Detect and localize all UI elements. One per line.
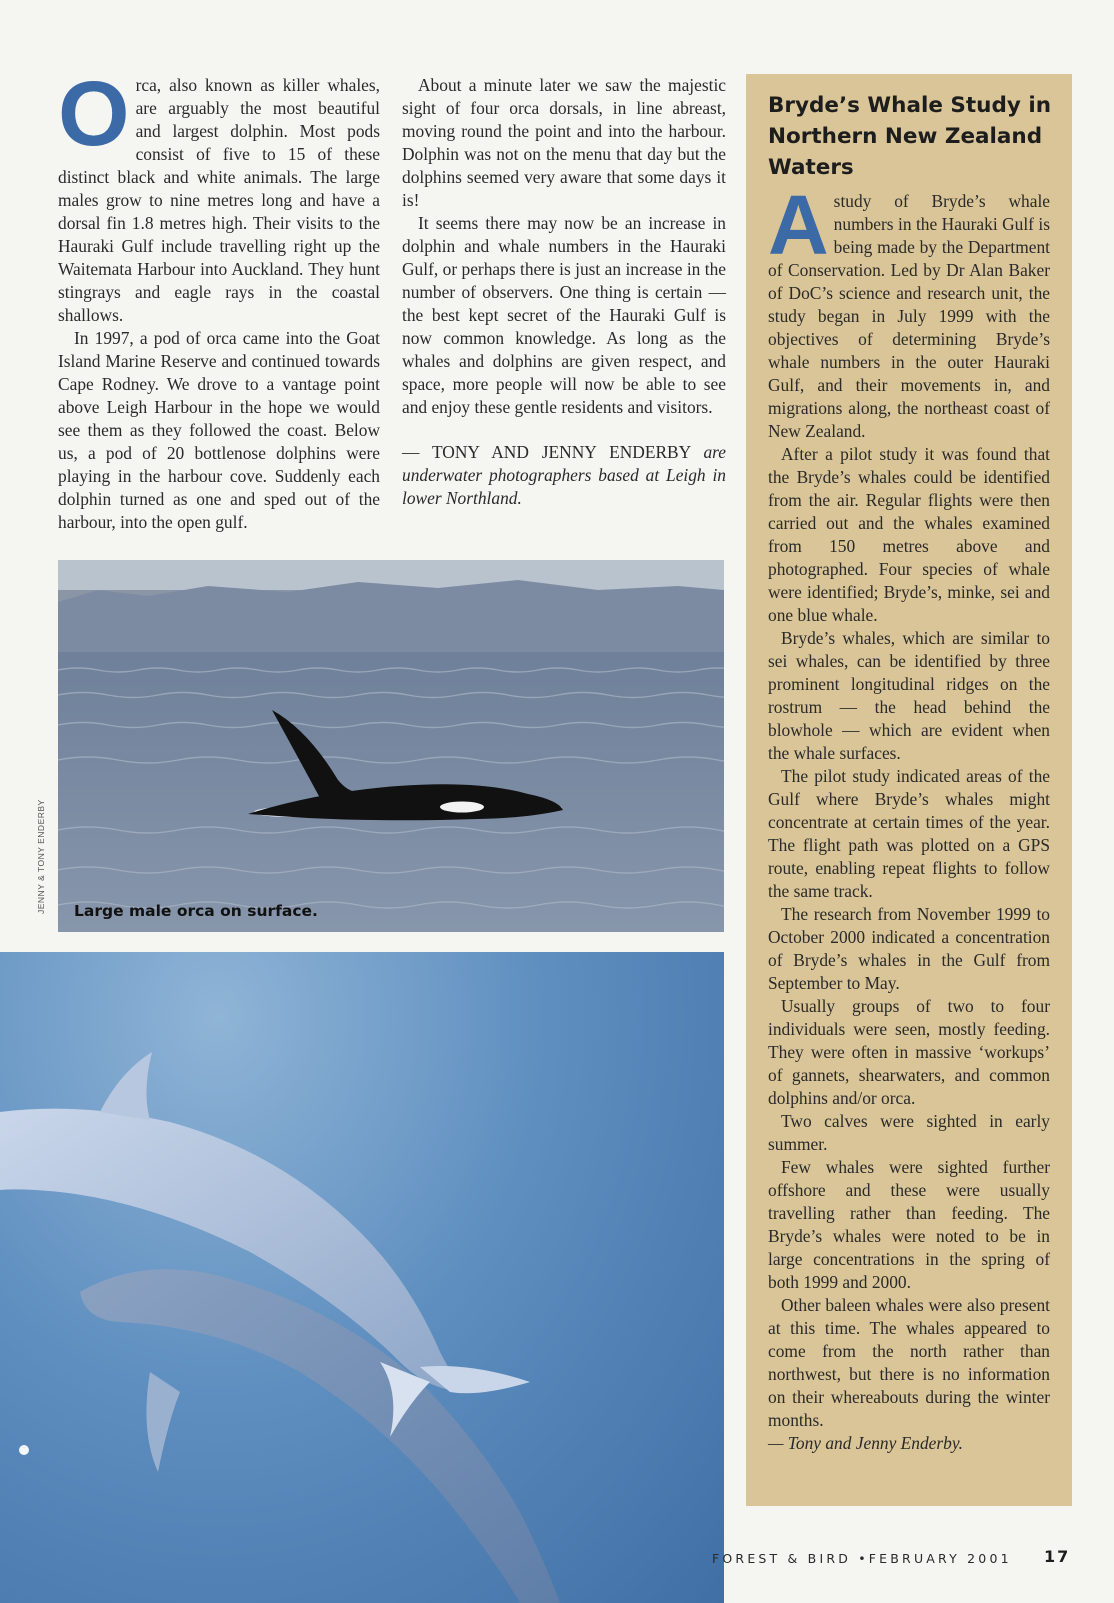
paragraph: The pilot study indicated areas of the Gulf where Bryde’s whales might concentrate at certain times of the year. The flight path was plotted on a GPS route, enabling repeat flights to follow the same track. xyxy=(768,766,1050,901)
publication-footer: FOREST & BIRD •FEBRUARY 2001 xyxy=(712,1551,1012,1566)
paragraph xyxy=(58,63,380,327)
sidebar-body xyxy=(768,178,1050,1455)
drop-cap: O xyxy=(58,63,130,165)
dolphins-photo xyxy=(0,952,724,1603)
paragraph xyxy=(768,178,1050,443)
paragraph: Usually groups of two to four individuals were seen, mostly feeding. They were often in massive ‘workups’ of gannets, shearwaters, and common dolphins and/or orca. xyxy=(768,996,1050,1108)
photo-credit: JENNY & TONY ENDERBY xyxy=(36,799,46,914)
paragraph: Other baleen whales were also present at this time. The whales appeared to come from the north rather than northwest, but there is no information on their whereabouts during the winter months. xyxy=(768,1295,1050,1430)
sidebar-box xyxy=(746,74,1072,1506)
paragraph-text: rca, also known as killer whales, are arguably the most beautiful and largest dolphin. Most pods consist of five to 15 of these distinct black and white animals. The large males grow to nine metres long and have a dorsal fin 1.8 metres high. Their visits to the Hauraki Gulf include travelling right up the Waitemata Harbour into Auckland. They hunt stingrays and eagle rays in the coastal shallows. xyxy=(58,75,380,325)
byline-description: are underwater photographers based at Leigh in lower Northland. xyxy=(402,442,726,508)
paragraph-text: study of Bryde’s whale numbers in the Hauraki Gulf is being made by the Department of Conservation. Led by Dr Alan Baker of DoC’s science and research unit, the study began in July 1999 with the objectives of determining Bryde’s whale numbers in the outer Hauraki Gulf, and their movements in, and migrations along, the northeast coast of New Zealand. xyxy=(768,191,1050,441)
orca-illustration xyxy=(58,560,724,932)
orca-photo xyxy=(58,560,724,932)
byline-name: — TONY AND JENNY ENDERBY xyxy=(402,442,691,462)
article-column-2 xyxy=(402,74,726,510)
paragraph: Two calves were sighted in early summer. xyxy=(768,1111,1050,1154)
sidebar-title: Bryde’s Whale Study in Northern New Zealand Waters xyxy=(768,93,1052,180)
article-column-1 xyxy=(58,63,380,534)
paragraph: After a pilot study it was found that the Bryde’s whales could be identified from the air. Regular flights were then carried out and the whales examined from 150 metres above and photographed. Four species of whale were identified; Bryde’s, minke, sei and one blue whale. xyxy=(768,444,1050,625)
sidebar-signature: — Tony and Jenny Enderby. xyxy=(768,1433,963,1453)
paragraph: Bryde’s whales, which are similar to sei whales, can be identified by three prominent longitudinal ridges on the rostrum — the head behind the blowhole — which are evident when the whale surfaces. xyxy=(768,628,1050,763)
dolphins-illustration xyxy=(0,952,724,1603)
page-number: 17 xyxy=(1044,1547,1071,1566)
byline xyxy=(402,441,726,510)
paragraph: About a minute later we saw the majestic sight of four orca dorsals, in line abreast, moving round the point and into the harbour. Dolphin was not on the menu that day but the dolphins seemed very aware that some days it is! xyxy=(402,75,726,210)
paragraph: The research from November 1999 to October 2000 indicated a concentration of Bryde’s whales in the Gulf from September to May. xyxy=(768,904,1050,993)
paragraph: In 1997, a pod of orca came into the Goat Island Marine Reserve and continued towards Cape Rodney. We drove to a vantage point above Leigh Harbour in the hope we would see them as they followed the coast. Below us, a pod of 20 bottlenose dolphins were playing in the harbour cove. Suddenly each dolphin turned as one and sped out of the harbour, into the open gulf. xyxy=(58,328,380,532)
paragraph: It seems there may now be an increase in dolphin and whale numbers in the Hauraki Gulf, or perhaps there is just an increase in the number of observers. One thing is certain — the best kept secret of the Hauraki Gulf is now common knowledge. As long as the whales and dolphins are given respect, and space, more people will now be able to see and enjoy these gentle residents and visitors. xyxy=(402,213,726,417)
drop-cap: A xyxy=(768,178,829,272)
paragraph: Few whales were sighted further offshore and these were usually travelling rather than feeding. The Bryde’s whales were noted to be in large concentrations in the spring of both 1999 and 2000. xyxy=(768,1157,1050,1292)
photo-caption: Large male orca on surface. xyxy=(74,902,318,920)
